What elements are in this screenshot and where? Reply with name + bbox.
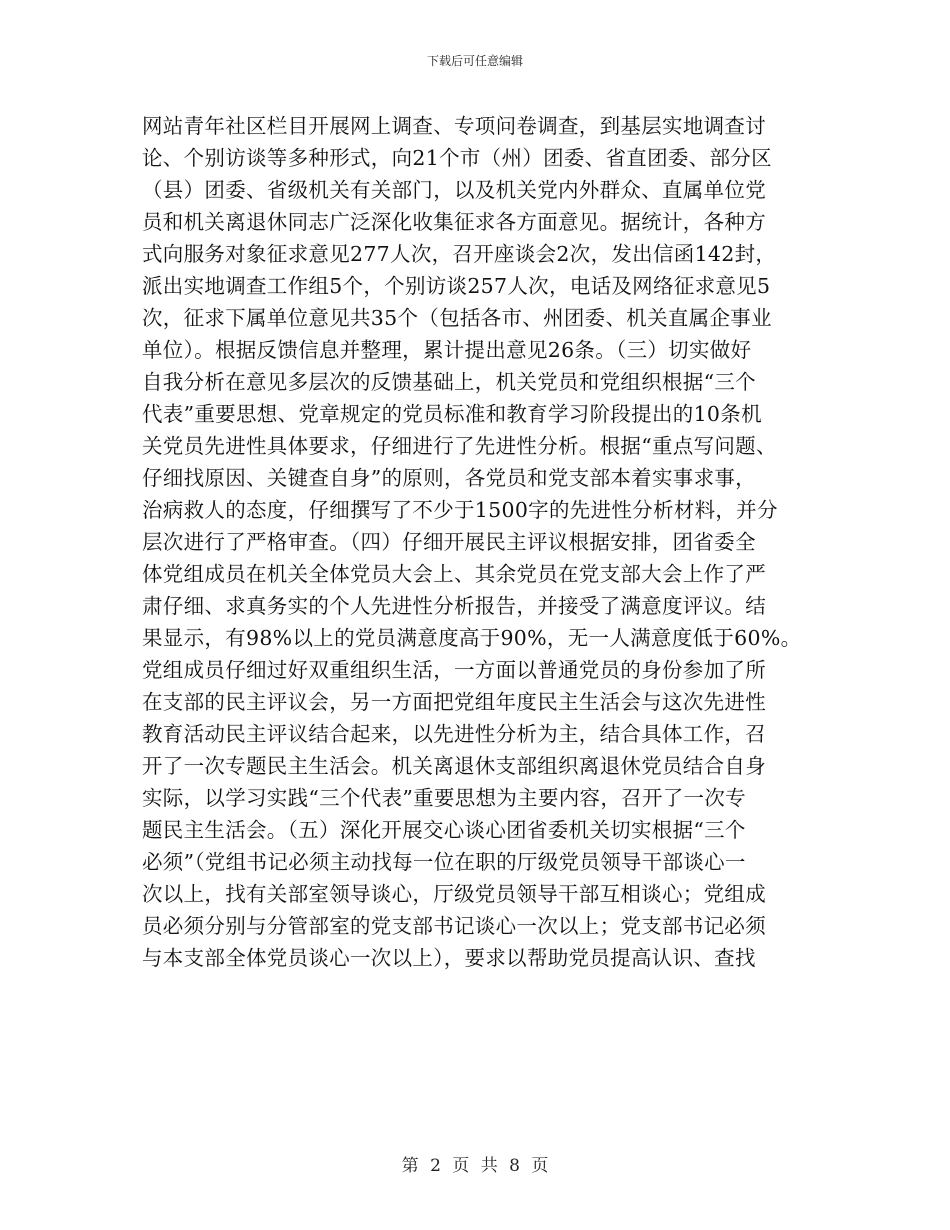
body-line: 员和机关离退休同志广泛深化收集征求各方面意见。据统计，各种方 bbox=[142, 210, 766, 234]
body-line: 与本支部全体党员谈心一次以上），要求以帮助党员提高认识、查找 bbox=[142, 946, 756, 970]
body-line: 仔细找原因、关键查自身”的原则，各党员和党支部本着实事求事， bbox=[142, 466, 756, 490]
body-line: 党组成员仔细过好双重组织生活，一方面以普通党员的身份参加了所 bbox=[142, 658, 766, 682]
body-line: 题民主生活会。（五）深化开展交心谈心团省委机关切实根据“三个 bbox=[142, 818, 746, 842]
body-line: 治病救人的态度，仔细撰写了不少于1500字的先进性分析材料，并分 bbox=[142, 498, 778, 522]
page-number: 第 2 页 共 8 页 bbox=[401, 1156, 549, 1176]
body-line: 开了一次专题民主生活会。机关离退休支部组织离退休党员结合自身 bbox=[142, 754, 766, 778]
body-line: 式向服务对象征求意见277人次，召开座谈会2次，发出信函142封， bbox=[142, 242, 777, 266]
body-line: 体党组成员在机关全体党员大会上、其余党员在党支部大会上作了严 bbox=[142, 562, 766, 586]
body-line: （县）团委、省级机关有关部门，以及机关党内外群众、直属单位党 bbox=[142, 178, 766, 202]
body-line: 次，征求下属单位意见共35个（包括各市、州团委、机关直属企事业 bbox=[142, 306, 772, 330]
body-line: 代表”重要思想、党章规定的党员标准和教育学习阶段提出的10条机 bbox=[142, 402, 762, 426]
document-body bbox=[142, 110, 812, 974]
body-line: 实际，以学习实践“三个代表”重要思想为主要内容，召开了一次专 bbox=[142, 786, 746, 810]
body-line: 必须”（党组书记必须主动找每一位在职的厅级党员领导干部谈心一 bbox=[142, 850, 746, 874]
body-line: 论、个别访谈等多种形式，向21个市（州）团委、省直团委、部分区 bbox=[142, 146, 772, 170]
body-line: 网站青年社区栏目开展网上调查、专项问卷调查，到基层实地调查讨 bbox=[142, 114, 766, 138]
body-line: 教育活动民主评议结合起来，以先进性分析为主，结合具体工作，召 bbox=[142, 722, 766, 746]
page-header-note: 下载后可任意编辑 bbox=[426, 54, 523, 68]
body-line: 单位）。根据反馈信息并整理，累计提出意见26条。（三）切实做好 bbox=[142, 338, 752, 362]
body-line: 关党员先进性具体要求，仔细进行了先进性分析。根据“重点写问题、 bbox=[142, 434, 777, 458]
body-line: 在支部的民主评议会，另一方面把党组年度民主生活会与这次先进性 bbox=[142, 690, 766, 714]
body-line: 次以上，找有关部室领导谈心，厅级党员领导干部互相谈心；党组成 bbox=[142, 882, 766, 906]
body-line: 层次进行了严格审查。（四）仔细开展民主评议根据安排，团省委全 bbox=[142, 530, 756, 554]
body-line: 肃仔细、求真务实的个人先进性分析报告，并接受了满意度评议。结 bbox=[142, 594, 766, 618]
body-line: 自我分析在意见多层次的反馈基础上，机关党员和党组织根据“三个 bbox=[142, 370, 756, 394]
body-line: 派出实地调查工作组5个，个别访谈257人次，电话及网络征求意见5 bbox=[142, 274, 771, 298]
body-line: 员必须分别与分管部室的党支部书记谈心一次以上；党支部书记必须 bbox=[142, 914, 766, 938]
body-line: 果显示，有98%以上的党员满意度高于90%，无一人满意度低于60%。 bbox=[142, 626, 802, 650]
